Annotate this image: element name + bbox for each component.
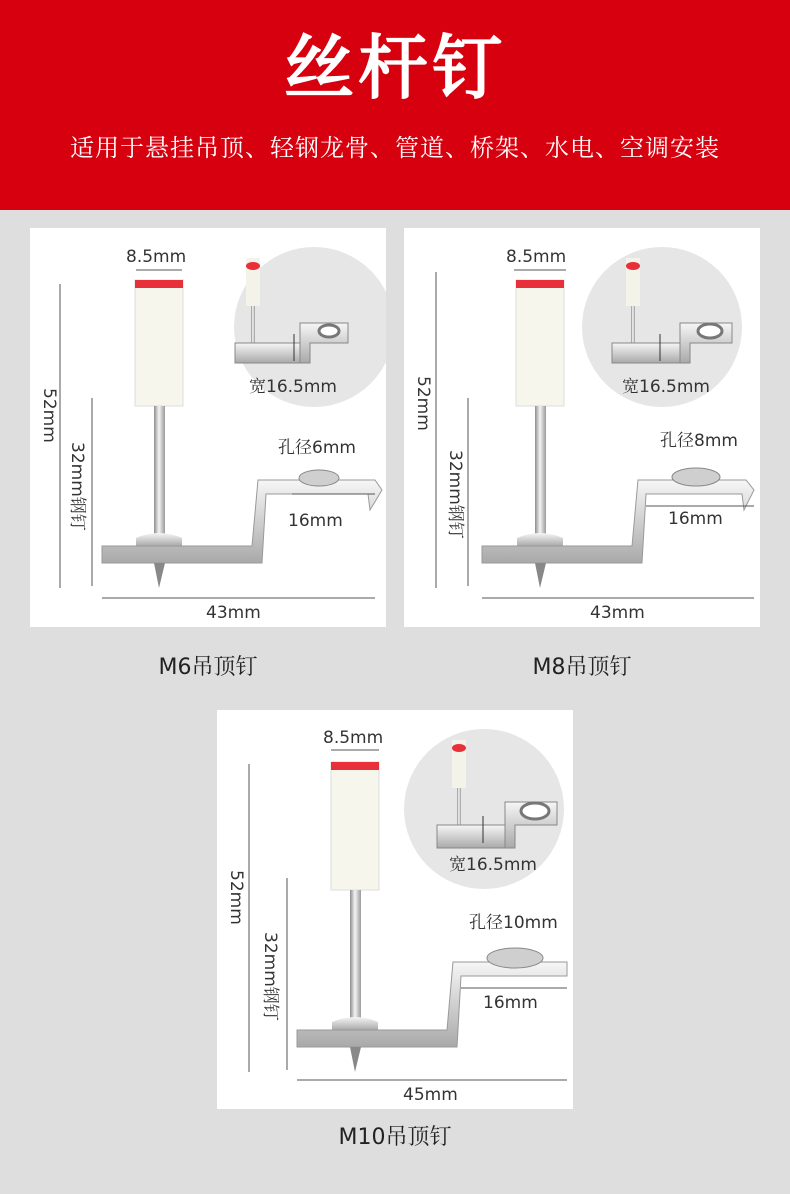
hole-label: 孔径6mm bbox=[278, 438, 356, 458]
caption-m6: M6吊顶钉 bbox=[158, 655, 258, 680]
page-title: 丝杆钉 bbox=[284, 27, 506, 109]
inset-detail bbox=[404, 729, 564, 889]
m6-product-drawing bbox=[30, 228, 386, 627]
pin-length-label: 32mm钢钉 bbox=[445, 450, 465, 539]
caption-m8: M8吊顶钉 bbox=[532, 655, 632, 680]
hole-label: 孔径8mm bbox=[660, 431, 738, 451]
flange-label: 16mm bbox=[288, 511, 343, 531]
total-height-label: 52mm bbox=[39, 388, 59, 443]
base-length-label: 43mm bbox=[590, 603, 645, 623]
head-width-label: 8.5mm bbox=[126, 247, 187, 267]
product-card-m8 bbox=[404, 228, 760, 627]
inset-width-label: 宽16.5mm bbox=[449, 855, 537, 875]
inset-detail bbox=[234, 247, 386, 407]
product-card-m10 bbox=[217, 710, 573, 1109]
header-banner bbox=[0, 0, 790, 210]
nail-tip-icon bbox=[626, 262, 640, 270]
m8-product-drawing bbox=[404, 228, 760, 627]
head-width-label: 8.5mm bbox=[506, 247, 567, 267]
total-height-label: 52mm bbox=[226, 870, 246, 925]
nail-tip-icon bbox=[246, 262, 260, 270]
base-length-label: 43mm bbox=[206, 603, 261, 623]
pin-length-label: 32mm钢钉 bbox=[67, 442, 87, 531]
caption-m10: M10吊顶钉 bbox=[338, 1125, 452, 1150]
inset-width-label: 宽16.5mm bbox=[622, 377, 710, 397]
product-card-m6 bbox=[30, 228, 386, 627]
page-subtitle: 适用于悬挂吊顶、轻钢龙骨、管道、桥架、水电、空调安装 bbox=[70, 134, 720, 162]
flange-label: 16mm bbox=[483, 993, 538, 1013]
total-height-label: 52mm bbox=[413, 376, 433, 431]
nail-tip-icon bbox=[452, 744, 466, 752]
inset-width-label: 宽16.5mm bbox=[249, 377, 337, 397]
m10-product-drawing bbox=[217, 710, 573, 1109]
hole-label: 孔径10mm bbox=[469, 913, 558, 933]
pin-length-label: 32mm钢钉 bbox=[260, 932, 280, 1021]
head-width-label: 8.5mm bbox=[323, 728, 384, 748]
inset-detail bbox=[582, 247, 742, 407]
flange-label: 16mm bbox=[668, 509, 723, 529]
base-length-label: 45mm bbox=[403, 1085, 458, 1105]
